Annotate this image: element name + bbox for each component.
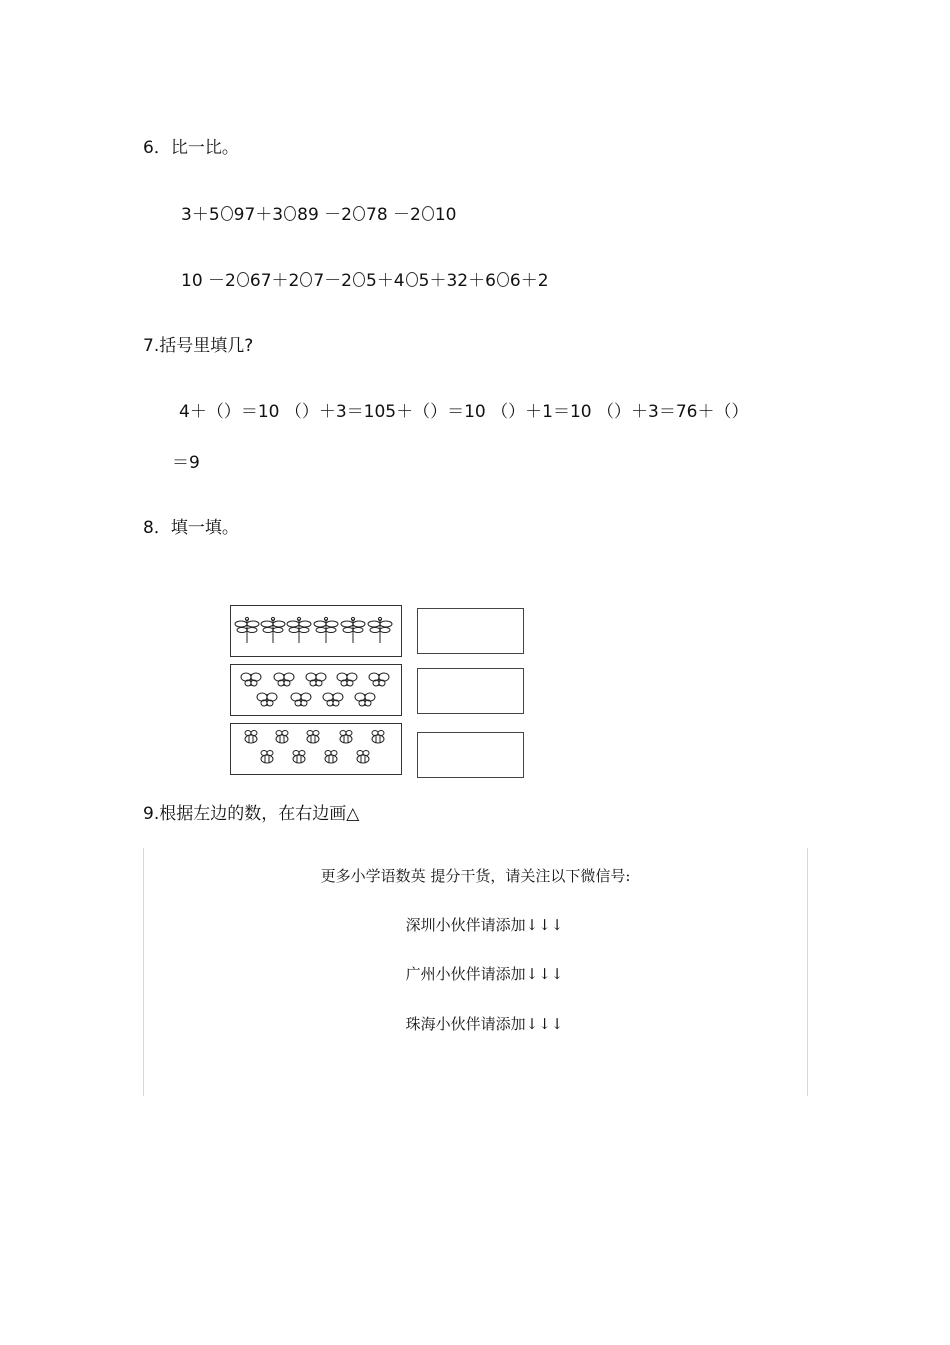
compare-row-2: [181, 266, 549, 291]
compare-circle[interactable]: [300, 272, 312, 287]
compare-right: 10: [434, 205, 457, 225]
compare-right: 6＋2: [509, 271, 549, 291]
compare-left: 2＋6: [457, 271, 496, 291]
compare-circle[interactable]: [497, 272, 509, 287]
promo-line-zhuhai: 珠海小伙伴请添加↓↓↓: [405, 1015, 564, 1033]
answer-box-3[interactable]: [417, 732, 524, 778]
compare-right: 5＋3: [418, 271, 458, 291]
compare-circle[interactable]: [284, 206, 296, 221]
compare-left: 10 －2: [181, 271, 236, 291]
compare-right: 7: [313, 271, 325, 291]
compare-row-1: [181, 200, 457, 225]
compare-left: 3＋5: [181, 205, 220, 225]
dragonfly-icon: [235, 617, 392, 643]
compare-right: 7: [365, 205, 377, 225]
compare-left: 8 －2: [376, 205, 421, 225]
fill-in-line-1: 4＋（）＝10 （）＋3＝105＋（）＝10 （）＋1＝10 （）＋3＝76＋（）: [179, 402, 749, 422]
promo-panel: [143, 848, 808, 1096]
compare-circle[interactable]: [237, 272, 249, 287]
question-6-title: 6．比一比。: [143, 138, 239, 158]
compare-circle[interactable]: [353, 206, 365, 221]
compare-circle[interactable]: [353, 272, 365, 287]
butterfly-icon: [241, 673, 389, 706]
compare-circle[interactable]: [422, 206, 434, 221]
question-8-title: 8．填一填。: [143, 518, 239, 538]
compare-circle[interactable]: [221, 206, 233, 221]
question-7-title: 7.括号里填几?: [143, 336, 254, 356]
compare-right: 8: [297, 205, 308, 225]
compare-left: 7＋2: [260, 271, 300, 291]
compare-left: ＋4: [376, 271, 405, 291]
picture-row-butterfly: [230, 664, 402, 716]
picture-row-bee: [230, 723, 402, 775]
picture-row-dragonfly: [230, 605, 402, 657]
answer-box-2[interactable]: [417, 668, 524, 714]
promo-line-guangzhou: 广州小伙伴请添加↓↓↓: [405, 965, 564, 983]
bees: [231, 724, 401, 774]
bee-icon: [245, 731, 384, 764]
compare-right: 9: [233, 205, 245, 225]
compare-left: 7＋3: [244, 205, 284, 225]
compare-right: 5: [365, 271, 377, 291]
promo-line-shenzhen: 深圳小伙伴请添加↓↓↓: [405, 916, 564, 934]
butterflies: [231, 665, 401, 715]
compare-circle[interactable]: [406, 272, 418, 287]
dragonflies: [231, 606, 401, 656]
fill-in-line-2: ＝9: [172, 453, 200, 473]
compare-left: 9 －2: [307, 205, 352, 225]
answer-box-1[interactable]: [417, 608, 524, 654]
promo-line-1: 更多小学语数英 提分干货，请关注以下微信号:: [320, 867, 631, 885]
question-9-title: 9.根据左边的数，在右边画△: [143, 804, 360, 824]
compare-right: 6: [249, 271, 261, 291]
compare-left: －2: [324, 271, 352, 291]
